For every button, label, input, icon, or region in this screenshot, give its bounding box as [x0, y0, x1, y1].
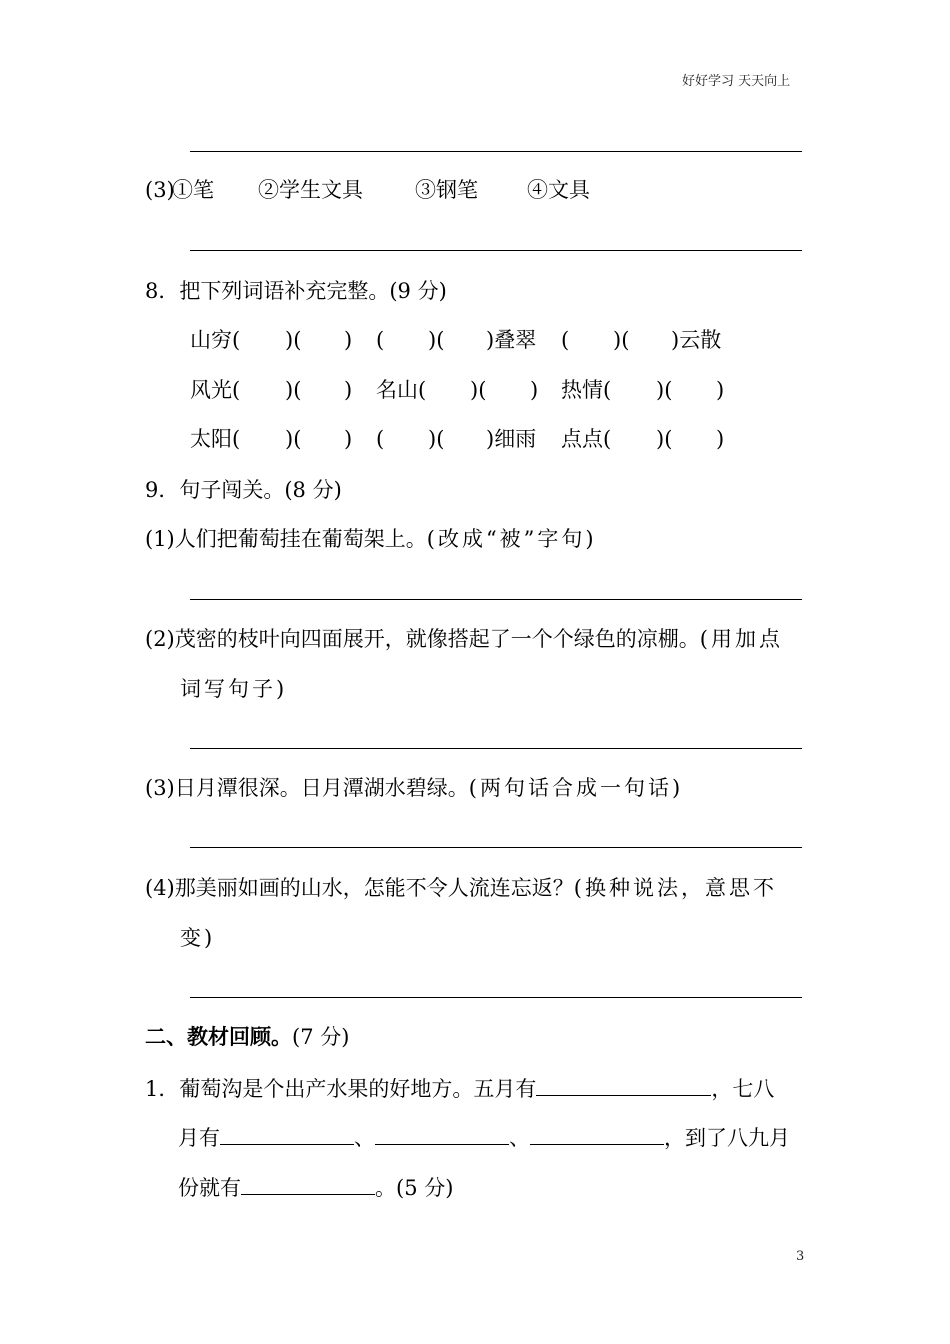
header-motto: 好好学习 天天向上 [682, 74, 791, 89]
q7-3-word-4: ④文具 [527, 178, 590, 202]
answer-line[interactable] [190, 997, 802, 998]
q8-row1-frag: )( [428, 328, 445, 352]
answer-line[interactable] [190, 599, 802, 600]
q8-row1-frag: ) [344, 328, 353, 352]
answer-line[interactable] [190, 748, 802, 749]
sec2-q1-line2 [178, 1124, 790, 1150]
q8-row3-frag: 点点( [561, 427, 612, 451]
q9-s1-text: (1)人们把葡萄挂在葡萄架上。 [145, 527, 427, 551]
q8-row1-frag: ( [376, 328, 385, 352]
q8-row1-frag: )( [613, 328, 630, 352]
q8-row3-frag: )( [285, 427, 302, 451]
q7-3-label: (3) [145, 178, 175, 202]
q9-s3 [145, 776, 683, 800]
q8-row2-frag: ) [716, 378, 725, 402]
sec2-q1-text-d: ，到了八九月 [664, 1126, 790, 1150]
q8-row2-frag: 名山( [376, 378, 427, 402]
answer-line[interactable] [190, 151, 802, 152]
sec2-q1-line1 [145, 1075, 774, 1101]
sec2-q1-sep-2: 、 [509, 1126, 530, 1150]
q9-s2-text: (2)茂密的枝叶向四面展开，就像搭起了一个个绿色的凉棚。 [145, 627, 700, 651]
q9-s3-text: (3)日月潭很深。日月潭湖水碧绿。 [145, 776, 469, 800]
sec2-q1-text-f: 。(5 分) [375, 1176, 454, 1200]
section-2-score: (7 分) [292, 1025, 350, 1049]
q8-row2-frag: ) [530, 378, 539, 402]
q9-s2-note-cont: 词写句子) [180, 677, 288, 701]
fill-blank[interactable] [220, 1124, 354, 1145]
answer-line[interactable] [190, 250, 802, 251]
q8-row2-frag: )( [656, 378, 673, 402]
section-2-heading [145, 1025, 349, 1049]
q8-row2-frag: )( [285, 378, 302, 402]
answer-line[interactable] [190, 847, 802, 848]
q9-title: 9．句子闯关。(8 分) [145, 478, 342, 502]
q8-row3-frag: ( [376, 427, 385, 451]
q8-row3-frag: ) [344, 427, 353, 451]
q8-row3-frag: 太阳( [190, 427, 241, 451]
q8-title: 8．把下列词语补充完整。(9 分) [145, 279, 447, 303]
q9-s4 [145, 876, 777, 900]
q8-row2-frag: 热情( [561, 378, 612, 402]
fill-blank[interactable] [536, 1075, 711, 1096]
sec2-q1-text-c: 月有 [178, 1126, 220, 1150]
q8-row1-frag: )叠翠 [486, 328, 537, 352]
q9-s2-note: (用加点 [699, 627, 783, 651]
q9-s1-note: (改成“被”字句) [426, 527, 597, 551]
q7-3-word-3: ③钢笔 [415, 178, 478, 202]
q9-s4-text: (4)那美丽如画的山水，怎能不令人流连忘返？ [145, 876, 574, 900]
q7-3-word-2: ②学生文具 [258, 178, 363, 202]
q9-s1 [145, 527, 597, 551]
q8-row2-frag: 风光( [190, 378, 241, 402]
section-2-title: 二、教材回顾。 [145, 1024, 292, 1049]
sec2-q1-text-a: 1．葡萄沟是个出产水果的好地方。五月有 [145, 1077, 537, 1101]
sec2-q1-text-e: 份就有 [178, 1176, 241, 1200]
sec2-q1-sep-1: 、 [354, 1126, 375, 1150]
q9-s3-note: (两句话合成一句话) [468, 776, 684, 800]
q8-row3-frag: ) [716, 427, 725, 451]
q8-row2-frag: ) [344, 378, 353, 402]
fill-blank[interactable] [530, 1124, 664, 1145]
page-number: 3 [796, 1249, 805, 1264]
fill-blank[interactable] [241, 1174, 375, 1195]
q9-s4-note-cont: 变) [180, 926, 216, 950]
q8-row3-frag: )( [428, 427, 445, 451]
q7-3-word-1: ①笔 [172, 178, 214, 202]
q8-row2-frag: )( [470, 378, 487, 402]
q8-row1-frag: 山穷( [190, 328, 241, 352]
q9-s4-note: (换种说法，意思不 [573, 876, 777, 900]
q8-row1-frag: )( [285, 328, 302, 352]
sec2-q1-line3 [178, 1174, 453, 1200]
q8-row1-frag: )云散 [671, 328, 722, 352]
q8-row3-frag: )细雨 [486, 427, 537, 451]
sec2-q1-text-b: ，七八 [711, 1077, 775, 1101]
fill-blank[interactable] [375, 1124, 509, 1145]
q9-s2 [145, 627, 783, 651]
q8-row1-frag: ( [561, 328, 570, 352]
q8-row3-frag: )( [656, 427, 673, 451]
